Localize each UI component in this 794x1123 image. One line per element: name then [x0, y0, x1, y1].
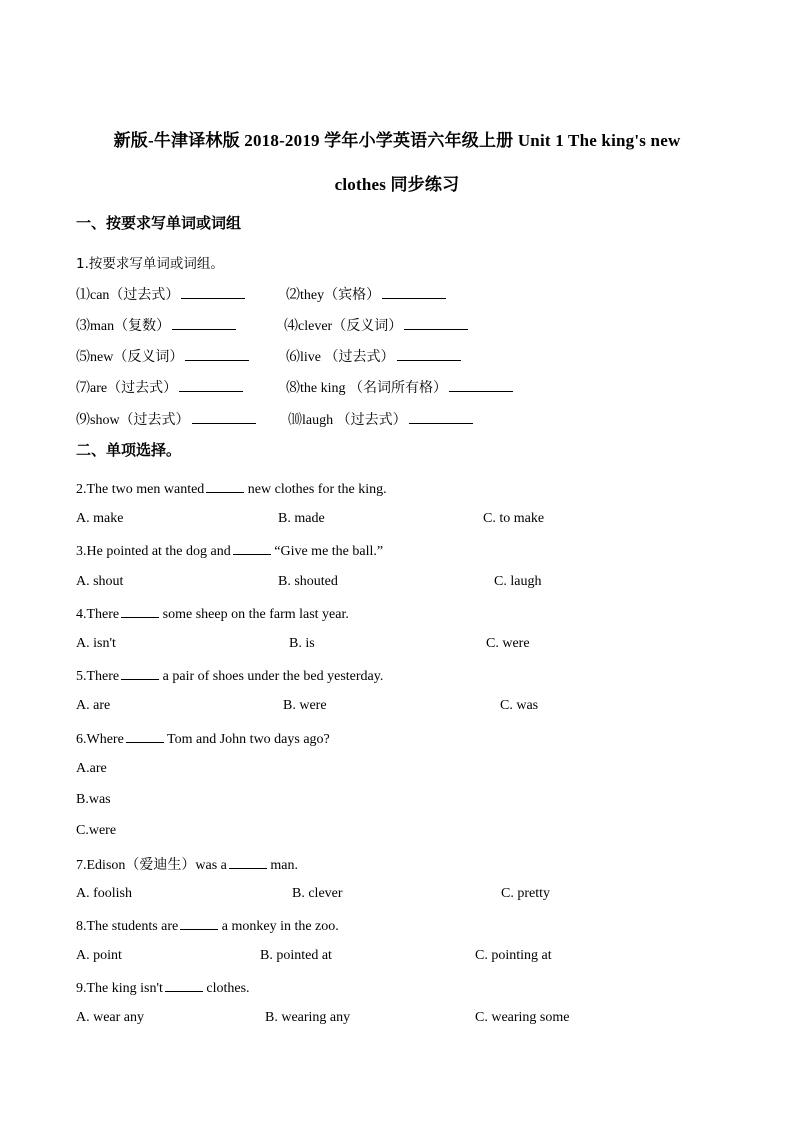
question-9: 9.The king isn't clothes. [76, 981, 250, 996]
word-item-7: ⑺are（过去式） [76, 377, 243, 397]
word-item-10: ⑽laugh （过去式） [288, 409, 473, 429]
q7-option-a[interactable]: A. foolish [76, 886, 132, 901]
answer-blank[interactable] [121, 667, 159, 680]
q2-option-b[interactable]: B. made [278, 511, 325, 526]
q4-option-a[interactable]: A. isn't [76, 636, 116, 651]
answer-blank[interactable] [206, 480, 244, 493]
q6-option-b[interactable]: B.was [76, 792, 111, 807]
q8-option-b[interactable]: B. pointed at [260, 948, 332, 963]
question-1-instruction: 1.按要求写单词或词组。 [76, 256, 224, 272]
q3-option-b[interactable]: B. shouted [278, 574, 338, 589]
question-7: 7.Edison（爱迪生）was a man. [76, 858, 298, 873]
question-3: 3.He pointed at the dog and “Give me the ball.” [76, 544, 384, 559]
question-6: 6.Where Tom and John two days ago? [76, 732, 330, 747]
q2-option-c[interactable]: C. to make [483, 511, 545, 526]
question-4: 4.There some sheep on the farm last year. [76, 607, 349, 622]
word-item-8: ⑻the king （名词所有格） [286, 377, 513, 397]
answer-blank[interactable] [409, 411, 473, 424]
answer-blank[interactable] [449, 379, 513, 392]
q5-option-b[interactable]: B. were [283, 698, 327, 713]
word-item-2: ⑵they（宾格） [286, 284, 446, 304]
q5-option-c[interactable]: C. was [500, 698, 539, 713]
q2-option-a[interactable]: A. make [76, 511, 124, 526]
q5-option-a[interactable]: A. are [76, 698, 111, 713]
answer-blank[interactable] [397, 348, 461, 361]
question-8: 8.The students are a monkey in the zoo. [76, 919, 339, 934]
q7-option-b[interactable]: B. clever [292, 886, 343, 901]
answer-blank[interactable] [179, 379, 243, 392]
q9-option-b[interactable]: B. wearing any [265, 1010, 351, 1025]
answer-blank[interactable] [382, 286, 446, 299]
q6-option-a[interactable]: A.are [76, 761, 107, 776]
word-item-3: ⑶man（复数） [76, 315, 236, 335]
q7-option-c[interactable]: C. pretty [501, 886, 550, 901]
q3-option-a[interactable]: A. shout [76, 574, 124, 589]
answer-blank[interactable] [165, 979, 203, 992]
answer-blank[interactable] [404, 317, 468, 330]
word-item-4: ⑷clever（反义词） [284, 315, 468, 335]
q4-option-c[interactable]: C. were [486, 636, 530, 651]
answer-blank[interactable] [172, 317, 236, 330]
q9-option-a[interactable]: A. wear any [76, 1010, 145, 1025]
word-item-9: ⑼show（过去式） [76, 409, 256, 429]
page-title-line-1: 新版-牛津译林版 2018-2019 学年小学英语六年级上册 Unit 1 The king's new [113, 131, 681, 150]
answer-blank[interactable] [192, 411, 256, 424]
q3-option-c[interactable]: C. laugh [494, 574, 542, 589]
answer-blank[interactable] [126, 730, 164, 743]
answer-blank[interactable] [185, 348, 249, 361]
question-2: 2.The two men wanted new clothes for the king. [76, 482, 387, 497]
answer-blank[interactable] [181, 286, 245, 299]
question-5: 5.There a pair of shoes under the bed yesterday. [76, 669, 384, 684]
q9-option-c[interactable]: C. wearing some [475, 1010, 570, 1025]
q4-option-b[interactable]: B. is [289, 636, 315, 651]
answer-blank[interactable] [233, 542, 271, 555]
section-2-heading: 二、单项选择。 [76, 441, 182, 459]
q8-option-a[interactable]: A. point [76, 948, 122, 963]
word-item-6: ⑹live （过去式） [286, 346, 461, 366]
section-1-heading: 一、按要求写单词或词组 [76, 214, 242, 232]
page-title-line-2: clothes 同步练习 [334, 175, 460, 194]
word-item-1: ⑴can（过去式） [76, 284, 245, 304]
answer-blank[interactable] [180, 917, 218, 930]
answer-blank[interactable] [121, 605, 159, 618]
q8-option-c[interactable]: C. pointing at [475, 948, 552, 963]
word-item-5: ⑸new（反义词） [76, 346, 249, 366]
answer-blank[interactable] [229, 856, 267, 869]
q6-option-c[interactable]: C.were [76, 823, 117, 838]
